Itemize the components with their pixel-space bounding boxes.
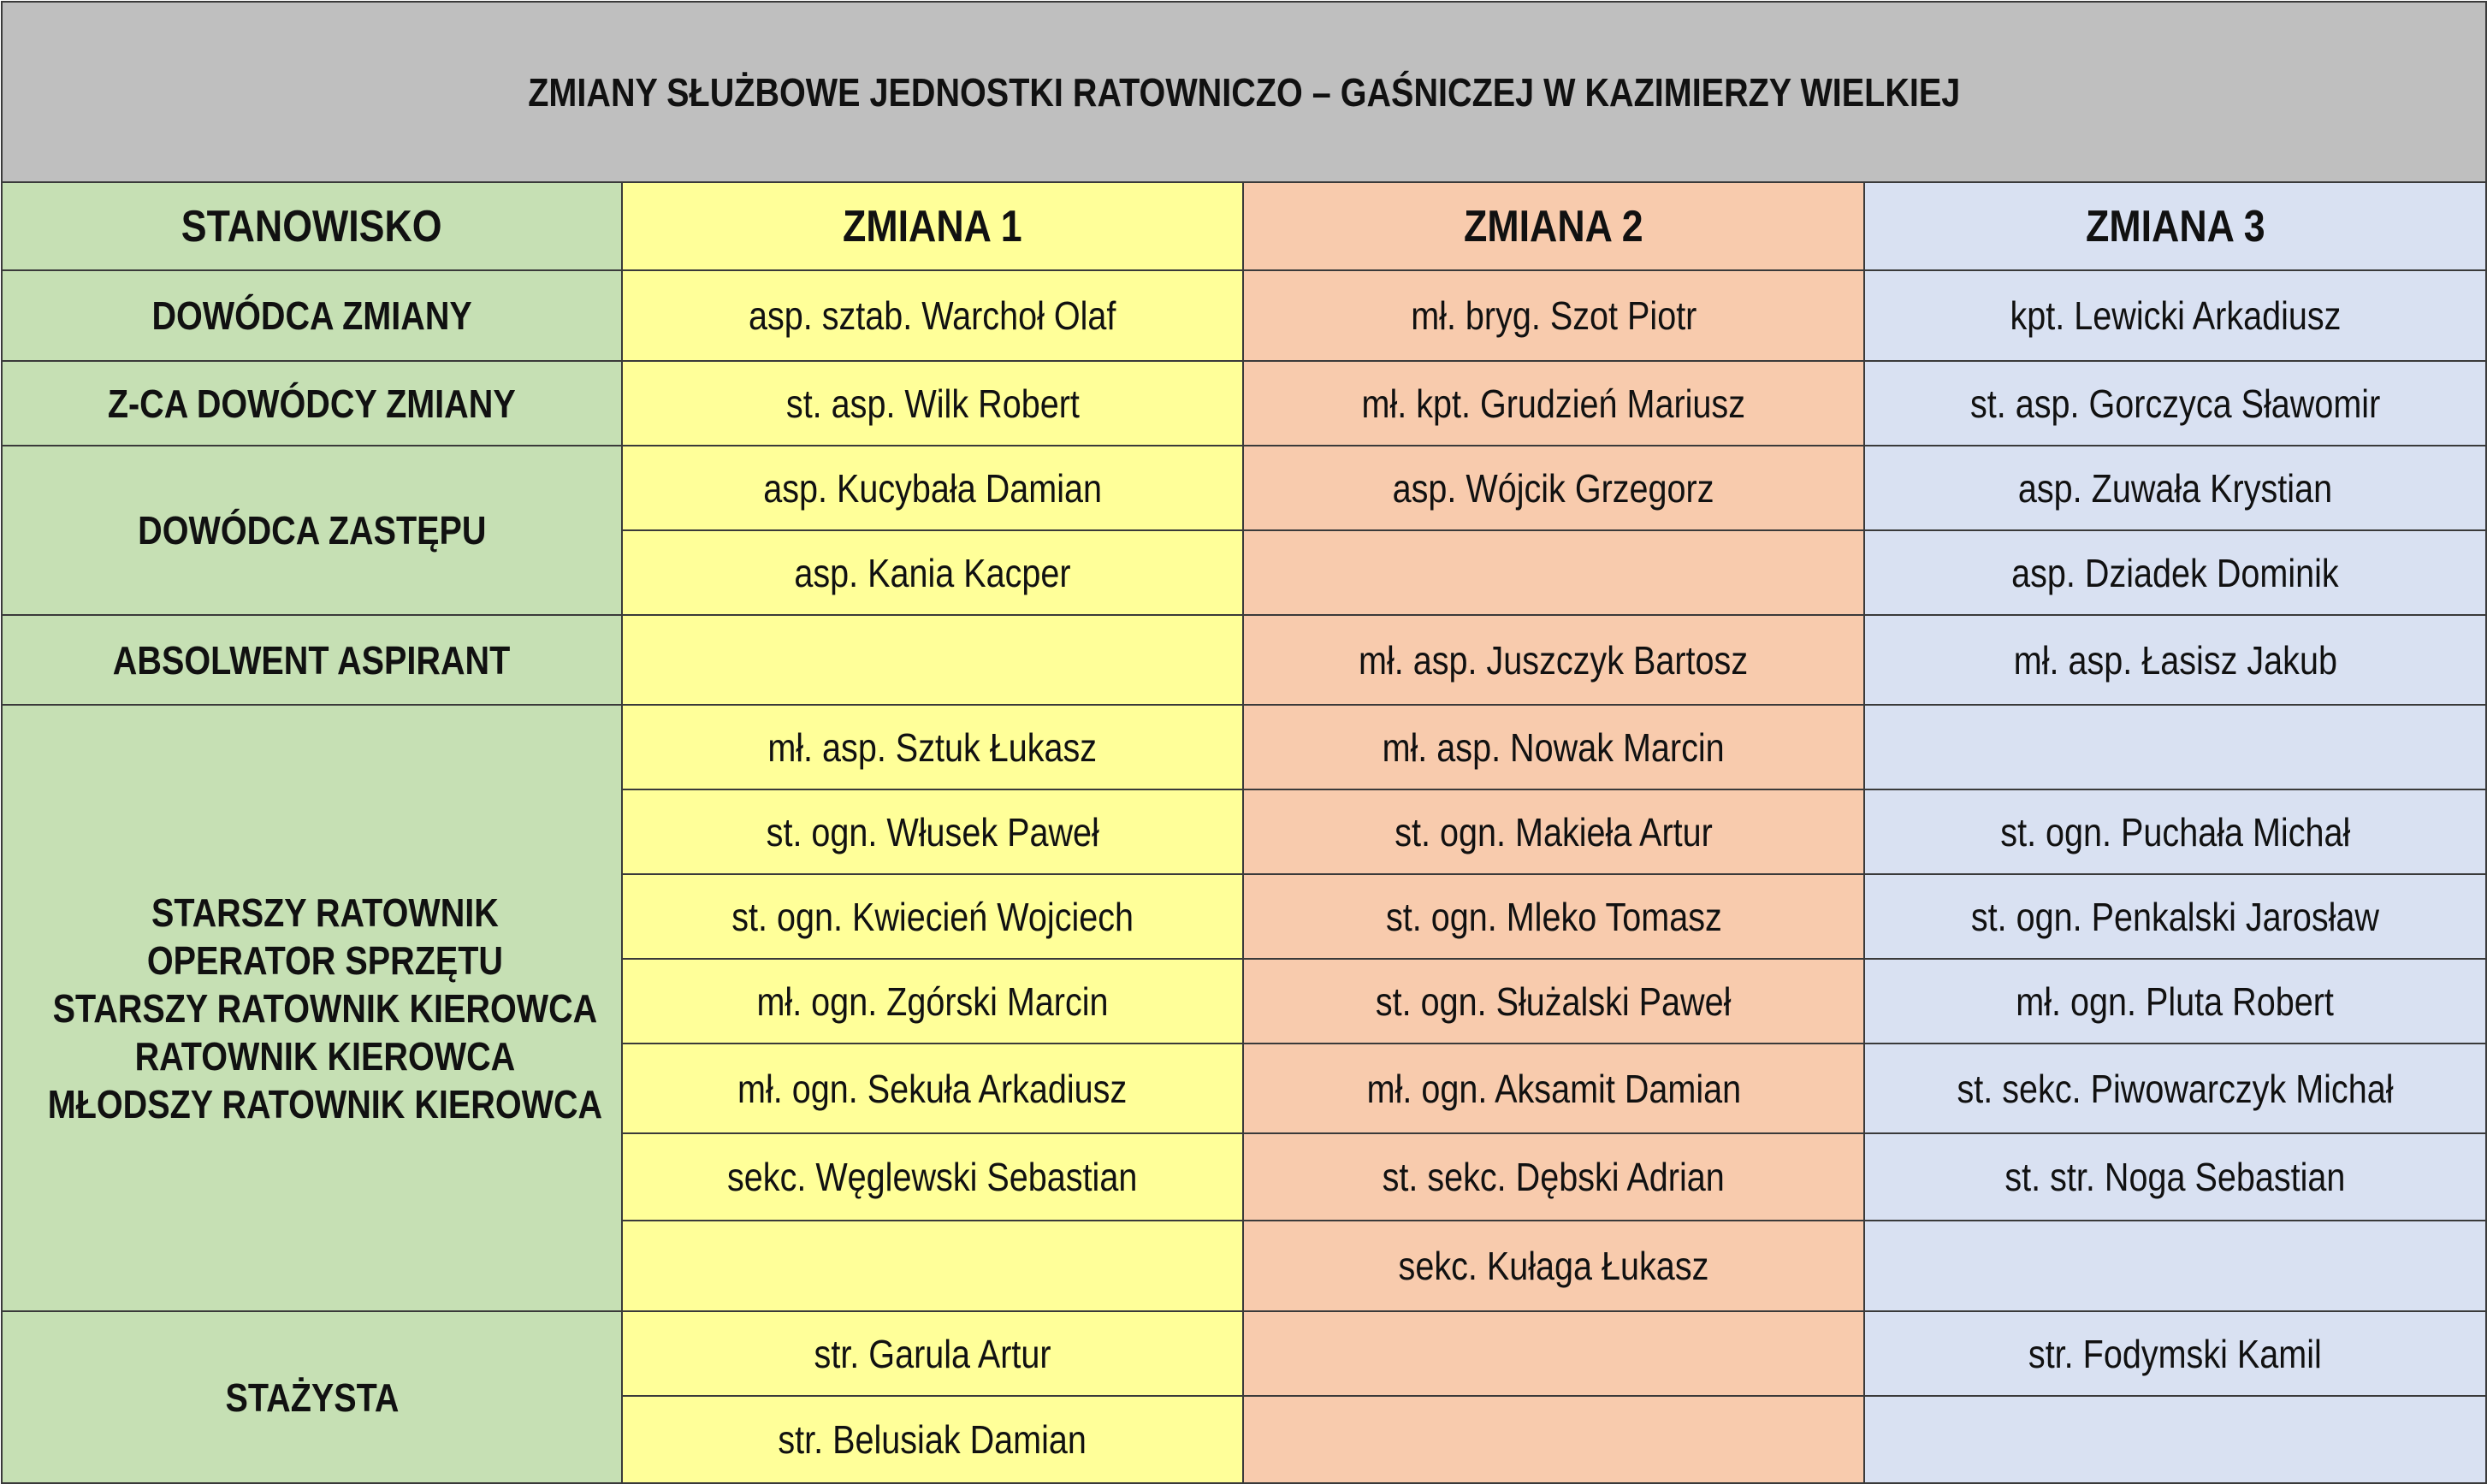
- position-rescuers-line: STARSZY RATOWNIK KIEROWCA: [52, 985, 598, 1031]
- table-row: [2, 270, 2486, 361]
- header-shift-2: ZMIANA 2: [1243, 182, 1864, 270]
- position-rescuers-line: MŁODSZY RATOWNIK KIEROWCA: [47, 1081, 603, 1126]
- position-rescuers-line: RATOWNIK KIEROWCA: [134, 1033, 516, 1079]
- shift-3-cell: st. str. Noga Sebastian: [1864, 1133, 2486, 1221]
- shift-3-cell: st. ogn. Puchała Michał: [1864, 789, 2486, 874]
- position-deputy-shift-commander: Z-CA DOWÓDCY ZMIANY: [2, 361, 622, 446]
- table-row: [2, 1311, 2486, 1396]
- shift-2-cell: st. ogn. Makieła Artur: [1243, 789, 1864, 874]
- shift-3-cell: asp. Zuwała Krystian: [1864, 446, 2486, 530]
- shift-1-cell: sekc. Węglewski Sebastian: [622, 1133, 1243, 1221]
- shift-3-cell: st. ogn. Penkalski Jarosław: [1864, 874, 2486, 959]
- position-section-commander: DOWÓDCA ZASTĘPU: [2, 446, 622, 615]
- shift-3-cell: st. sekc. Piwowarczyk Michał: [1864, 1044, 2486, 1133]
- shift-3-cell: mł. asp. Łasisz Jakub: [1864, 615, 2486, 705]
- shift-3-cell: st. asp. Gorczyca Sławomir: [1864, 361, 2486, 446]
- shift-2-cell: mł. bryg. Szot Piotr: [1243, 270, 1864, 361]
- position-graduate-aspirant: ABSOLWENT ASPIRANT: [2, 615, 622, 705]
- shift-3-cell: [1864, 705, 2486, 789]
- shift-2-cell: mł. asp. Juszczyk Bartosz: [1243, 615, 1864, 705]
- shift-3-cell: kpt. Lewicki Arkadiusz: [1864, 270, 2486, 361]
- shift-1-cell: asp. Kania Kacper: [622, 530, 1243, 615]
- shift-2-cell: st. ogn. Mleko Tomasz: [1243, 874, 1864, 959]
- shift-3-cell: str. Fodymski Kamil: [1864, 1311, 2486, 1396]
- position-rescuers-line: OPERATOR SPRZĘTU: [146, 937, 504, 983]
- shift-1-cell: st. asp. Wilk Robert: [622, 361, 1243, 446]
- shift-2-cell: mł. kpt. Grudzień Mariusz: [1243, 361, 1864, 446]
- shift-3-cell: asp. Dziadek Dominik: [1864, 530, 2486, 615]
- shift-1-cell: asp. sztab. Warchoł Olaf: [622, 270, 1243, 361]
- shift-2-cell: mł. ogn. Aksamit Damian: [1243, 1044, 1864, 1133]
- header-position: STANOWISKO: [2, 182, 622, 270]
- shift-2-cell: mł. asp. Nowak Marcin: [1243, 705, 1864, 789]
- shift-1-cell: st. ogn. Włusek Paweł: [622, 789, 1243, 874]
- shift-1-cell: mł. ogn. Sekuła Arkadiusz: [622, 1044, 1243, 1133]
- shift-2-cell: st. sekc. Dębski Adrian: [1243, 1133, 1864, 1221]
- shift-1-cell: [622, 1221, 1243, 1311]
- shift-1-cell: asp. Kucybała Damian: [622, 446, 1243, 530]
- position-rescuers-line: STARSZY RATOWNIK: [151, 890, 499, 935]
- table-row: [2, 446, 2486, 530]
- header-shift-3: ZMIANA 3: [1864, 182, 2486, 270]
- shift-1-cell: st. ogn. Kwiecień Wojciech: [622, 874, 1243, 959]
- table-row: [2, 361, 2486, 446]
- shift-1-cell: [622, 615, 1243, 705]
- shift-2-cell: sekc. Kułaga Łukasz: [1243, 1221, 1864, 1311]
- shift-3-cell: [1864, 1221, 2486, 1311]
- shift-1-cell: str. Belusiak Damian: [622, 1396, 1243, 1483]
- table-row: [2, 615, 2486, 705]
- position-shift-commander: DOWÓDCA ZMIANY: [2, 270, 622, 361]
- shift-1-cell: mł. asp. Sztuk Łukasz: [622, 705, 1243, 789]
- shift-1-cell: str. Garula Artur: [622, 1311, 1243, 1396]
- header-shift-1: ZMIANA 1: [622, 182, 1243, 270]
- shift-2-cell: [1243, 1311, 1864, 1396]
- shift-3-cell: mł. ogn. Pluta Robert: [1864, 959, 2486, 1044]
- shift-2-cell: [1243, 530, 1864, 615]
- shift-schedule-table: [1, 1, 2487, 1484]
- shift-2-cell: st. ogn. Służalski Paweł: [1243, 959, 1864, 1044]
- shift-1-cell: mł. ogn. Zgórski Marcin: [622, 959, 1243, 1044]
- position-rescuers: [2, 705, 622, 1311]
- table-title: ZMIANY SŁUŻBOWE JEDNOSTKI RATOWNICZO – GAŚNICZEJ W KAZIMIERZY WIELKIEJ: [2, 2, 2486, 182]
- shift-3-cell: [1864, 1396, 2486, 1483]
- shift-2-cell: asp. Wójcik Grzegorz: [1243, 446, 1864, 530]
- position-intern: STAŻYSTA: [2, 1311, 622, 1483]
- table-row: [2, 705, 2486, 789]
- shift-2-cell: [1243, 1396, 1864, 1483]
